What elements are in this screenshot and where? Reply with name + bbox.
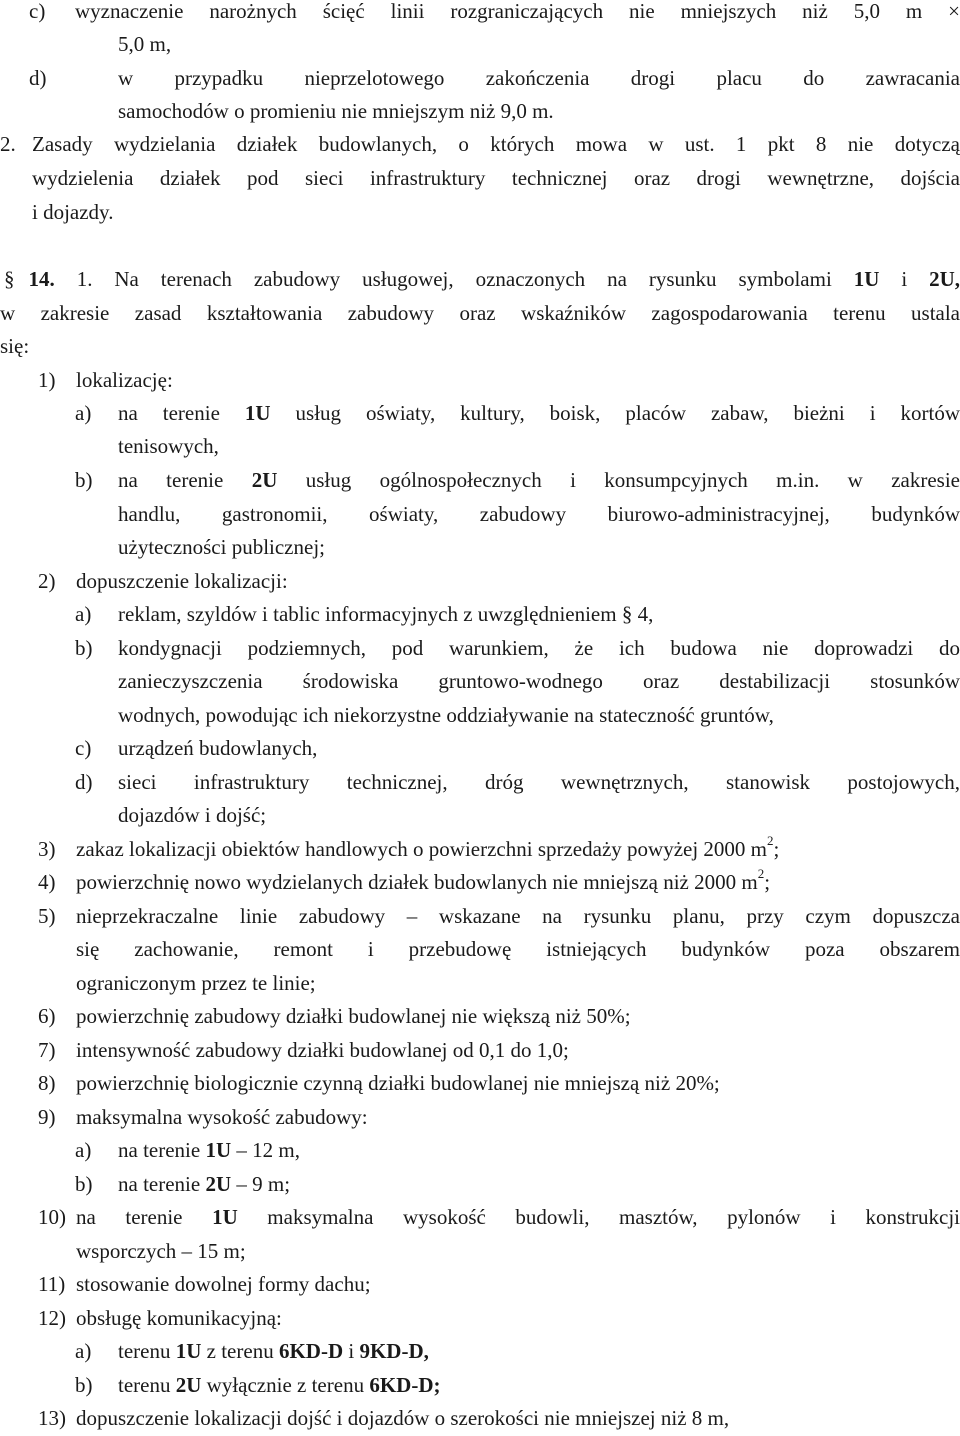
conjunction: i <box>901 267 908 291</box>
item-marker: a) <box>75 602 92 626</box>
ust-number: 1. <box>76 267 93 291</box>
section-intro: Na terenach zabudowy usługowej, oznaczonych na rysunku symbolami <box>114 267 832 291</box>
item-text-cont: wodnych, powodując ich niekorzystne oddziaływanie na stateczność gruntów, <box>118 703 774 727</box>
item-text: maksymalna wysokość zabudowy: <box>76 1105 368 1129</box>
item-marker: c) <box>75 736 92 760</box>
item-text: na terenie <box>76 1205 183 1229</box>
item-text: obsługę komunikacyjną: <box>76 1306 282 1330</box>
item-marker: 11) <box>38 1272 66 1296</box>
superscript: 2 <box>767 833 774 848</box>
item-text: kondygnacji podziemnych, pod warunkiem, że ich budowa nie doprowadzi do <box>118 636 960 660</box>
item-text: powierzchnię nowo wydzielanych działek budowlanych nie mniejszą niż 2000 m <box>76 870 758 894</box>
item-marker: 4) <box>38 870 56 894</box>
item-text-cont: się zachowanie, remont i przebudowę istniejących budynków poza obszarem <box>76 937 960 961</box>
item-marker: 13) <box>38 1406 66 1430</box>
symbol-2u: 2U <box>251 468 278 492</box>
item-text-tail: ; <box>764 870 771 894</box>
item-text-cont: użyteczności publicznej; <box>118 535 325 559</box>
symbol-1u: 1U <box>853 267 880 291</box>
item-text: sieci infrastruktury technicznej, dróg wewnętrznych, stanowisk postojowych, <box>118 770 960 794</box>
item-marker: b) <box>75 1373 93 1397</box>
item-text: na terenie <box>118 1138 201 1162</box>
item-marker: 5) <box>38 904 56 928</box>
item-text-cont: wsporczych – 15 m; <box>76 1239 246 1263</box>
item-text: usług oświaty, kultury, boisk, placów zabaw, bieżni i kortów <box>295 401 960 425</box>
list-item <box>29 0 960 29</box>
list-item <box>75 1168 291 1202</box>
list-item <box>38 1034 569 1068</box>
symbol-2u: 2U <box>205 1172 232 1196</box>
item-marker: d) <box>29 66 47 90</box>
list-item <box>75 632 960 666</box>
item-text-cont: tenisowych, <box>118 434 219 458</box>
item-marker: 1) <box>38 368 56 392</box>
list-item <box>38 1067 720 1101</box>
list-item <box>75 1134 300 1168</box>
list-item <box>38 565 288 599</box>
list-item <box>75 598 654 632</box>
item-marker: b) <box>75 468 93 492</box>
item-text: na terenie <box>118 1172 201 1196</box>
item-marker: c) <box>29 0 46 23</box>
item-marker: a) <box>75 401 92 425</box>
list-item <box>38 833 780 867</box>
symbol-2u: 2U, <box>929 267 960 291</box>
item-marker: 10) <box>38 1205 66 1229</box>
list-item <box>38 1101 368 1135</box>
item-text-cont: ograniczonym przez te linie; <box>76 971 316 995</box>
item-text: stosowanie dowolnej formy dachu; <box>76 1272 371 1296</box>
symbol-6kd-d: 6KD-D; <box>369 1373 441 1397</box>
item-text: usług ogólnospołecznych i konsumpcyjnych m.in. w zakresie <box>305 468 960 492</box>
item-text: dopuszczenie lokalizacji dojść i dojazdów o szerokości nie mniejszej niż 8 m, <box>76 1406 730 1430</box>
symbol-1u: 1U <box>212 1205 238 1229</box>
list-item <box>75 1369 441 1403</box>
list-item <box>38 1268 371 1302</box>
item-text: terenu <box>118 1339 171 1363</box>
item-text-tail: ; <box>773 837 780 861</box>
item-text: zakaz lokalizacji obiektów handlowych o powierzchni sprzedaży powyżej 2000 m <box>76 837 768 861</box>
item-marker: b) <box>75 1172 93 1196</box>
item-text-cont: dojazdów i dojść; <box>118 803 267 827</box>
list-item <box>75 1335 429 1369</box>
item-marker: d) <box>75 770 93 794</box>
item-marker: 6) <box>38 1004 56 1028</box>
item-text: na terenie <box>118 401 220 425</box>
list-item <box>29 62 960 96</box>
item-text: powierzchnię zabudowy działki budowlanej nie większą niż 50%; <box>76 1004 631 1028</box>
section-line: się: <box>0 334 30 358</box>
section-14-heading <box>0 263 960 297</box>
item-marker: a) <box>75 1339 92 1363</box>
item-marker: b) <box>75 636 93 660</box>
item-text: reklam, szyldów i tablic informacyjnych z uwzględnieniem § 4, <box>118 602 654 626</box>
conjunction: i <box>348 1339 355 1363</box>
section-line: w zakresie zasad kształtowania zabudowy oraz wskaźników zagospodarowania terenu ustala <box>0 301 960 325</box>
item-text: lokalizację: <box>76 368 173 392</box>
item-text: powierzchnię biologicznie czynną działki budowlanej nie mniejszą niż 20%; <box>76 1071 720 1095</box>
symbol-6kd-d: 6KD-D <box>278 1339 344 1363</box>
paragraph-line: wydzielenia działek pod sieci infrastruktury technicznej oraz drogi wewnętrzne, dojścia <box>32 166 960 190</box>
item-text: terenu <box>118 1373 171 1397</box>
list-item <box>75 464 960 498</box>
symbol-1u: 1U <box>244 401 271 425</box>
item-text: na terenie <box>118 468 224 492</box>
paragraph-line: Zasady wydzielania działek budowlanych, o których mowa w ust. 1 pkt 8 nie dotyczą <box>32 132 960 156</box>
item-text: w przypadku nieprzelotowego zakończenia drogi placu do zawracania <box>118 66 960 90</box>
item-text: wyznaczenie narożnych ścięć linii rozgraniczających nie mniejszych niż 5,0 m × <box>75 0 960 23</box>
section-sign: § <box>4 267 15 291</box>
item-text-cont: zanieczyszczenia środowiska gruntowo-wodnego oraz destabilizacji stosunków <box>118 669 960 693</box>
list-item <box>75 766 960 800</box>
item-text: – 9 m; <box>236 1172 291 1196</box>
list-item <box>38 1402 730 1436</box>
item-marker: a) <box>75 1138 92 1162</box>
paragraph-marker: 2. <box>0 132 16 156</box>
item-text: dopuszczenie lokalizacji: <box>76 569 288 593</box>
item-text: nieprzekraczalne linie zabudowy – wskazane na rysunku planu, przy czym dopuszcza <box>76 904 960 928</box>
item-marker: 9) <box>38 1105 56 1129</box>
list-item <box>75 397 960 431</box>
symbol-9kd-d: 9KD-D, <box>359 1339 429 1363</box>
symbol-1u: 1U <box>175 1339 202 1363</box>
list-item <box>75 732 318 766</box>
item-text: z terenu <box>206 1339 274 1363</box>
item-marker: 8) <box>38 1071 56 1095</box>
symbol-1u: 1U <box>205 1138 232 1162</box>
paragraph-line: i dojazdy. <box>32 200 114 224</box>
item-text-cont: 5,0 m, <box>118 32 172 56</box>
paragraph-2 <box>0 128 960 162</box>
superscript: 2 <box>757 866 765 881</box>
item-marker: 12) <box>38 1306 66 1330</box>
list-item <box>38 900 960 934</box>
symbol-2u: 2U <box>175 1373 202 1397</box>
item-text-cont: handlu, gastronomii, oświaty, zabudowy biurowo-administracyjnej, budynków <box>118 502 960 526</box>
list-item <box>38 866 771 900</box>
list-item <box>38 1201 960 1235</box>
list-item <box>38 1302 282 1336</box>
list-item <box>38 1000 631 1034</box>
section-number: 14. <box>28 267 55 291</box>
item-marker: 7) <box>38 1038 56 1062</box>
item-text: urządzeń budowlanych, <box>118 736 318 760</box>
item-text: – 12 m, <box>236 1138 300 1162</box>
item-text: wyłącznie z terenu <box>206 1373 365 1397</box>
item-text: intensywność zabudowy działki budowlanej od 0,1 do 1,0; <box>76 1038 569 1062</box>
list-item <box>38 364 173 398</box>
item-marker: 2) <box>38 569 56 593</box>
item-text: maksymalna wysokość budowli, masztów, pylonów i konstrukcji <box>267 1205 960 1229</box>
item-marker: 3) <box>38 837 56 861</box>
item-text-cont: samochodów o promieniu nie mniejszym niż 9,0 m. <box>118 99 554 123</box>
